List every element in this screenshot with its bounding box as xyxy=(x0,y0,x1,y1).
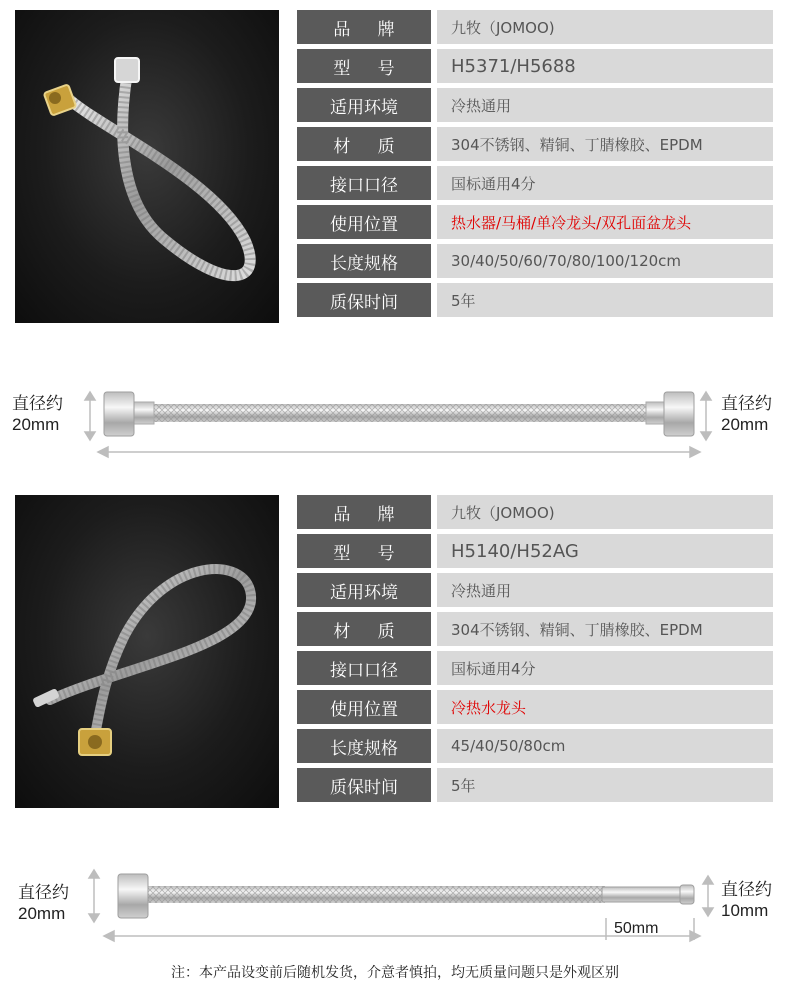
disclaimer-note: 注：本产品设变前后随机发货，介意者慎拍，均无质量问题只是外观区别 xyxy=(171,965,619,981)
spec-value-model: H5140/H52AG xyxy=(437,534,773,568)
spec-value-brand: 九牧（JOMOO) xyxy=(437,495,773,529)
spec-value-material: 304不锈钢、精铜、丁腈橡胶、EPDM xyxy=(437,612,773,646)
spec-label-material: 材质 xyxy=(297,127,431,161)
spec-value-warranty: 5年 xyxy=(437,283,773,317)
spec-label-position: 使用位置 xyxy=(297,690,431,724)
spec-label-material: 材质 xyxy=(297,612,431,646)
spec-label-brand: 品牌 xyxy=(297,10,431,44)
hose-diagram-2 xyxy=(0,860,790,955)
hose-diagram-1 xyxy=(0,380,790,470)
spec-label-environment: 适用环境 xyxy=(297,88,431,122)
spec-label-warranty: 质保时间 xyxy=(297,283,431,317)
spec-value-warranty: 5年 xyxy=(437,768,773,802)
spec-value-environment: 冷热通用 xyxy=(437,88,773,122)
spec-label-length: 长度规格 xyxy=(297,244,431,278)
spec-value-position: 热水器/马桶/单冷龙头/双孔面盆龙头 xyxy=(437,205,773,239)
diameter-label-right-1: 直径约 20mm xyxy=(721,394,772,434)
spec-table-1 xyxy=(297,10,773,317)
spec-label-model: 型号 xyxy=(297,534,431,568)
spec-label-model: 型号 xyxy=(297,49,431,83)
spec-label-length: 长度规格 xyxy=(297,729,431,763)
spec-value-length: 45/40/50/80cm xyxy=(437,729,773,763)
spec-value-length: 30/40/50/60/70/80/100/120cm xyxy=(437,244,773,278)
spec-value-position: 冷热水龙头 xyxy=(437,690,773,724)
spec-value-model: H5371/H5688 xyxy=(437,49,773,83)
spec-value-brand: 九牧（JOMOO) xyxy=(437,10,773,44)
spec-label-environment: 适用环境 xyxy=(297,573,431,607)
tail-length-label: 50mm xyxy=(614,920,659,937)
spec-label-brand: 品牌 xyxy=(297,495,431,529)
product-photo-2 xyxy=(15,495,279,808)
diameter-label-right-2: 直径约 10mm xyxy=(721,880,772,920)
spec-value-material: 304不锈钢、精铜、丁腈橡胶、EPDM xyxy=(437,127,773,161)
spec-value-interface: 国标通用4分 xyxy=(437,166,773,200)
product-photo-1 xyxy=(15,10,279,323)
spec-value-interface: 国标通用4分 xyxy=(437,651,773,685)
diameter-label-left-2: 直径约 20mm xyxy=(18,883,69,923)
diameter-label-left-1: 直径约 20mm xyxy=(12,394,63,434)
spec-table-2 xyxy=(297,495,773,802)
spec-label-warranty: 质保时间 xyxy=(297,768,431,802)
spec-label-position: 使用位置 xyxy=(297,205,431,239)
spec-label-interface: 接口口径 xyxy=(297,651,431,685)
spec-value-environment: 冷热通用 xyxy=(437,573,773,607)
spec-label-interface: 接口口径 xyxy=(297,166,431,200)
